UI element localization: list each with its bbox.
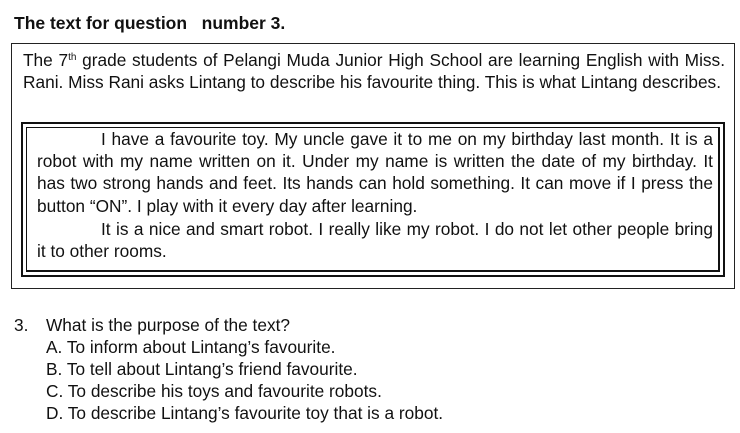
- question-text: What is the purpose of the text?: [46, 315, 290, 335]
- option-c[interactable]: C. To describe his toys and favourite robots.: [46, 381, 382, 401]
- section-heading: The text for question number 3.: [14, 13, 286, 33]
- option-d[interactable]: D. To describe Lintang’s favourite toy that is a robot.: [46, 403, 444, 423]
- passage-inner-frame: [26, 127, 720, 272]
- option-a[interactable]: A. To inform about Lintang’s favourite.: [46, 337, 336, 357]
- intro-text-rest: grade students of Pelangi Muda Junior High School are learning English with Miss. Rani. Miss Rani asks Lintang to describe his favourite thing. This is what Lintang describes.: [23, 50, 725, 92]
- reading-box: [11, 43, 735, 289]
- passage-paragraph-1: I have a favourite toy. My uncle gave it to me on my birthday last month. It is a robot with my name written on it. Under my name is written the date of my birthday. It has two strong hands and feet. Its hands can hold something. It can move if I press the button “ON”. I play with it every day after learning.: [37, 129, 713, 216]
- ordinal-suffix: th: [68, 52, 77, 63]
- question-number: 3.: [14, 315, 29, 335]
- answer-options: [46, 336, 443, 424]
- intro-paragraph: [23, 49, 725, 93]
- intro-text-start: The 7: [23, 50, 69, 70]
- passage-paragraph-2: It is a nice and smart robot. I really like my robot. I do not let other people bring it to other rooms.: [37, 219, 713, 262]
- option-b[interactable]: B. To tell about Lintang’s friend favourite.: [46, 359, 358, 379]
- passage-box: [21, 122, 725, 277]
